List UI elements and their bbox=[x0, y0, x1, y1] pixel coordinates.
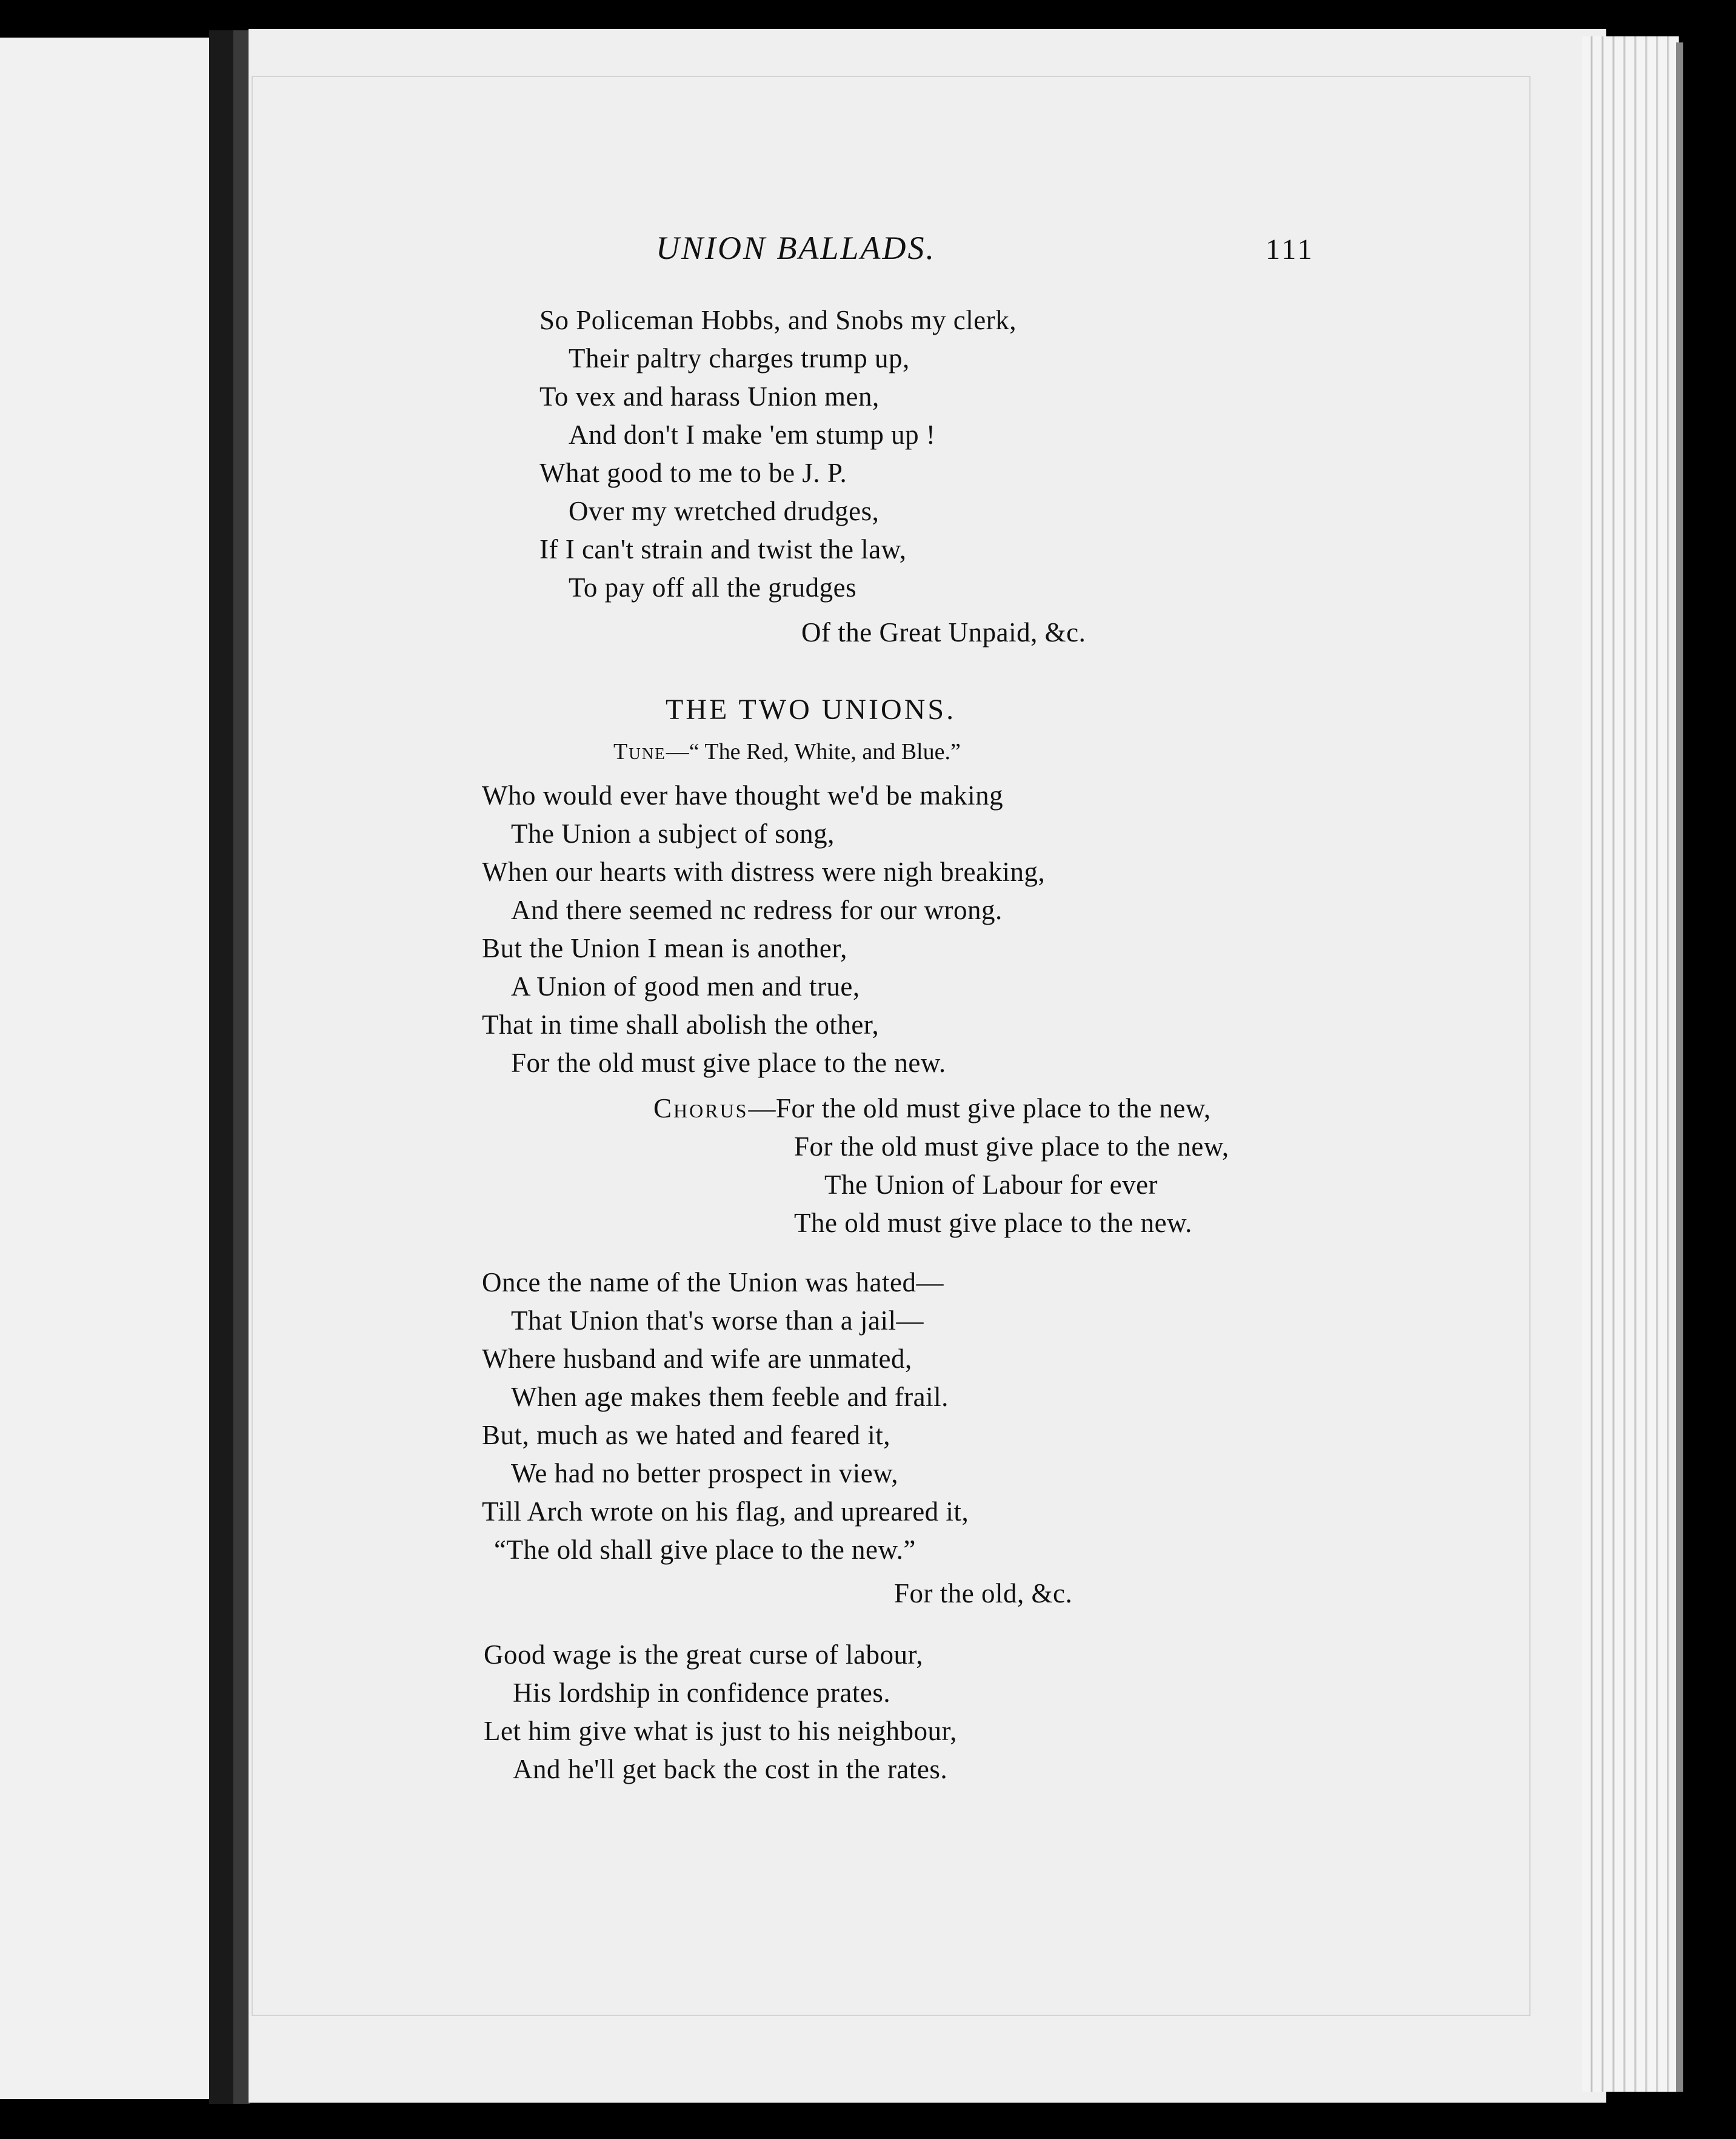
verse-line: And don't I make 'em stump up ! bbox=[569, 420, 936, 450]
verse-line: If I can't strain and twist the law, bbox=[539, 534, 907, 564]
refrain-line: For the old, &c. bbox=[894, 1578, 1073, 1608]
verse-line: Their paltry charges trump up, bbox=[569, 343, 910, 373]
verse-line: To vex and harass Union men, bbox=[539, 381, 880, 412]
tune-name: —“ The Red, White, and Blue.” bbox=[666, 739, 961, 765]
verse-line: The Union a subject of song, bbox=[511, 818, 835, 849]
verse-line: But, much as we hated and feared it, bbox=[482, 1420, 891, 1450]
verse-line: That Union that's worse than a jail— bbox=[511, 1305, 924, 1336]
refrain-line: Of the Great Unpaid, &c. bbox=[801, 617, 1086, 648]
verse-line: To pay off all the grudges bbox=[569, 572, 857, 603]
verse-line: His lordship in confidence prates. bbox=[513, 1678, 891, 1708]
verse-line: So Policeman Hobbs, and Snobs my clerk, bbox=[539, 305, 1017, 335]
verse-line: Good wage is the great curse of labour, bbox=[484, 1639, 923, 1670]
verse-line: A Union of good men and true, bbox=[511, 971, 860, 1002]
chorus-first-line bbox=[653, 1095, 1211, 1122]
verse-line: What good to me to be J. P. bbox=[539, 458, 847, 488]
verse-line: Where husband and wife are unmated, bbox=[482, 1344, 912, 1374]
verse-line: And he'll get back the cost in the rates. bbox=[513, 1754, 948, 1784]
verse-line: Once the name of the Union was hated— bbox=[482, 1267, 944, 1297]
verse-line: For the old must give place to the new. bbox=[511, 1048, 946, 1078]
verse-line: Let him give what is just to his neighbour, bbox=[484, 1716, 957, 1746]
tune-label: Tune bbox=[613, 739, 666, 765]
verse-line: And there seemed nc redress for our wrong. bbox=[511, 895, 1003, 925]
chorus-line: For the old must give place to the new, bbox=[794, 1131, 1229, 1162]
verse-line: Over my wretched drudges, bbox=[569, 496, 880, 526]
verse-line: Who would ever have thought we'd be making bbox=[482, 780, 1004, 811]
verse-line: “The old shall give place to the new.” bbox=[494, 1535, 916, 1565]
tune-line bbox=[613, 738, 961, 765]
verse-line: We had no better prospect in view, bbox=[511, 1458, 899, 1488]
verse-line: When age makes them feeble and frail. bbox=[511, 1382, 949, 1412]
running-head: UNION BALLADS. bbox=[656, 230, 936, 266]
song-title: THE TWO UNIONS. bbox=[666, 694, 956, 726]
chorus-line: The Union of Labour for ever bbox=[824, 1170, 1158, 1200]
verse-line: Till Arch wrote on his flag, and upreared it, bbox=[482, 1496, 969, 1527]
page-number: 111 bbox=[1266, 233, 1315, 266]
verse-line: When our hearts with distress were nigh breaking, bbox=[482, 857, 1046, 887]
chorus-line: The old must give place to the new. bbox=[794, 1208, 1192, 1238]
chorus-line: —For the old must give place to the new, bbox=[748, 1093, 1211, 1123]
verse-line: But the Union I mean is another, bbox=[482, 933, 847, 963]
verse-line: That in time shall abolish the other, bbox=[482, 1009, 880, 1040]
chorus-label: Chorus bbox=[653, 1093, 749, 1123]
